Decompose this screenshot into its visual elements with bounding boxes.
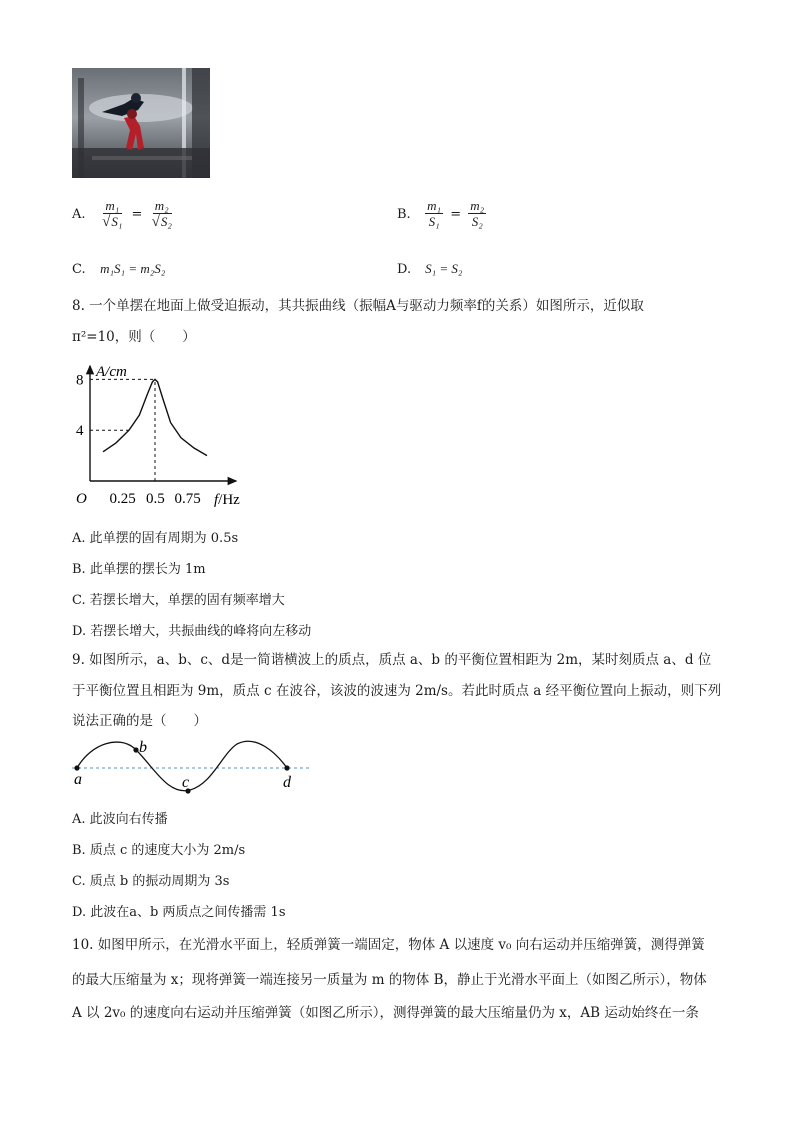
q10-line1: 10. 如图甲所示，在光滑水平面上，轻质弹簧一端固定，物体 A 以速度 v₀ 向右运动并压缩弹簧，测得弹簧 <box>72 937 705 953</box>
indoor-skydiving-photo-icon <box>72 68 210 178</box>
q8-stem-line2: π²=10，则（ ） <box>72 329 196 345</box>
x-axis-label: f/Hz <box>214 492 240 508</box>
resonance-curve-chart <box>72 358 252 508</box>
q8-option-d[interactable]: D. 若摆长增大，共振曲线的峰将向左移动 <box>72 624 312 639</box>
point-d <box>284 765 289 770</box>
label-d: d <box>283 774 291 791</box>
q8-option-a[interactable]: A. 此单摆的固有周期为 0.5s <box>72 531 239 546</box>
origin-label: O <box>76 491 87 507</box>
point-b <box>133 747 138 752</box>
fraction: $\frac{\text{m₁}}{\text{S₁}}$ <box>427 198 442 229</box>
q9-stem-line3: 说法正确的是（ ） <box>72 713 207 729</box>
q7-option-a[interactable]: A. $\frac{\text{m₁}}{\text{√S₁}}$ = $\frac{\text{m₂}}{\text{√S₂}}$ <box>72 198 172 230</box>
label-b: b <box>139 739 147 756</box>
fraction: $\frac{\text{m₁}}{\text{√S₁}}$ <box>102 198 123 230</box>
x-tick-label: 0.25 <box>109 491 136 507</box>
x-tick-label: 0.5 <box>146 491 165 507</box>
point-a <box>74 765 79 770</box>
y-axis-label: A/cm <box>96 364 127 380</box>
label-a: a <box>74 771 82 788</box>
q9-option-a[interactable]: A. 此波向右传播 <box>72 812 168 827</box>
resonance-chart <box>72 358 252 508</box>
q8-option-b[interactable]: B. 此单摆的摆长为 1m <box>72 562 206 577</box>
y-tick-label: 8 <box>76 372 84 389</box>
q8-stem-line1: 8. 一个单摆在地面上做受迫振动，其共振曲线（振幅A与驱动力频率f的关系）如图所示，近似取 <box>72 298 644 314</box>
label-c: c <box>182 774 190 791</box>
q9-option-d[interactable]: D. 此波在a、b 两质点之间传播需 1s <box>72 905 286 920</box>
q9-option-b[interactable]: B. 质点 c 的速度大小为 2m/s <box>72 843 246 858</box>
q8-option-c[interactable]: C. 若摆长增大，单摆的固有频率增大 <box>72 593 285 608</box>
transverse-wave-diagram <box>72 734 317 794</box>
q10-line2: 的最大压缩量为 x；现将弹簧一端连接另一质量为 m 的物体 B，静止于光滑水平面上（如图乙所示），物体 <box>72 972 707 988</box>
q7-option-c[interactable]: C. m₁S₁ = m₂S₂ <box>72 261 166 277</box>
wave-diagram <box>72 734 317 794</box>
q7-option-d[interactable]: D. S₁ = S₂ <box>397 261 463 277</box>
q9-stem-line2: 于平衡位置且相距为 9m，质点 c 在波谷，该波的波速为 2m/s。若此时质点 a 经平衡位置向上振动，则下列 <box>72 683 722 699</box>
q9-stem-line1: 9. 如图所示，a、b、c、d是一简谐横波上的质点，质点 a、b 的平衡位置相距为 2m，某时刻质点 a、d 位 <box>72 652 712 668</box>
q10-line3: A 以 2v₀ 的速度向右运动并压缩弹簧（如图乙所示），测得弹簧的最大压缩量仍为 x，AB 运动始终在一条 <box>72 1005 699 1021</box>
fraction: $\frac{\text{m₂}}{\text{√S₂}}$ <box>151 198 172 230</box>
q9-option-c[interactable]: C. 质点 b 的振动周期为 3s <box>72 874 230 889</box>
x-tick-label: 0.75 <box>174 491 201 507</box>
q7-option-b[interactable]: B. $\frac{\text{m₁}}{\text{S₁}}$ = $\frac{\text{m₂}}{\text{S₂}}$ <box>397 198 485 229</box>
fraction: $\frac{\text{m₂}}{\text{S₂}}$ <box>470 198 485 229</box>
y-tick-label: 4 <box>76 423 84 440</box>
skydiving-photo <box>72 68 210 178</box>
